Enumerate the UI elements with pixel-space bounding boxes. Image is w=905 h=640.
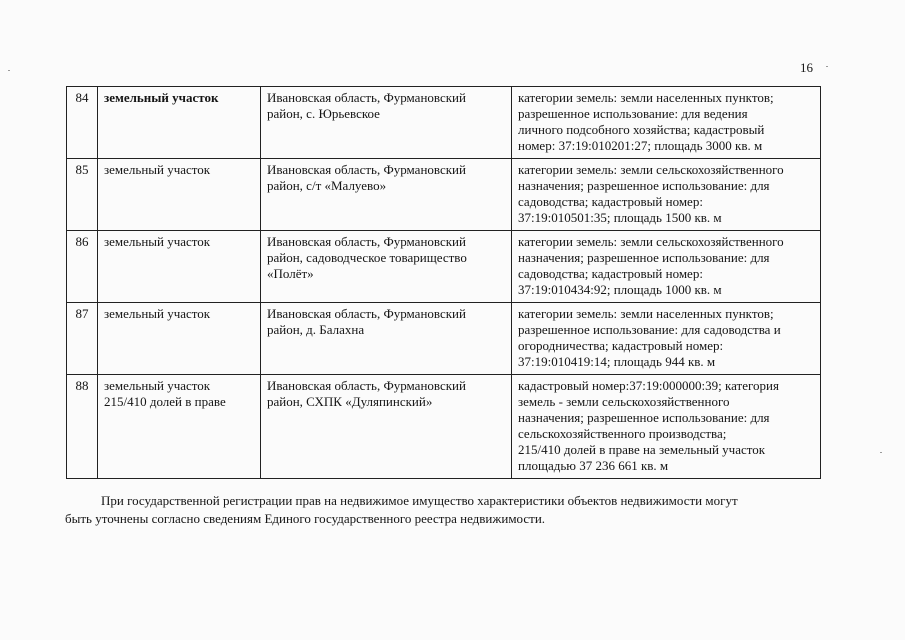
description-cell-line: назначения; разрешенное использование: для [518,250,770,265]
object-type-cell [98,231,261,303]
table-row [67,375,821,479]
description-cell-line: категории земель: земли сельскохозяйственного [518,162,784,177]
description-cell-line: разрешенное использование: для ведения [518,106,748,121]
description-cell-line: садоводства; кадастровый номер: [518,194,703,209]
property-table [66,86,821,479]
footnote-line-1: При государственной регистрации прав на недвижимое имущество характеристики объектов недвижимости могут [101,493,738,508]
address-cell [261,231,512,303]
address-cell-line: Ивановская область, Фурмановский [267,234,466,249]
scan-speck [826,66,828,67]
description-cell [512,87,821,159]
description-cell-line: площадью 37 236 661 кв. м [518,458,669,473]
address-cell-line: район, садоводческое товарищество [267,250,467,265]
row-number: 84 [67,87,98,159]
object-type-cell-line: земельный участок [104,90,219,105]
description-cell-line: сельскохозяйственного производства; [518,426,727,441]
table-row [67,303,821,375]
description-cell-line: категории земель: земли сельскохозяйственного [518,234,784,249]
table-row [67,159,821,231]
description-cell [512,159,821,231]
address-cell-line: Ивановская область, Фурмановский [267,162,466,177]
row-number: 87 [67,303,98,375]
description-cell [512,231,821,303]
description-cell-line: категории земель: земли населенных пунктов; [518,90,774,105]
object-type-cell-line: 215/410 долей в праве [104,394,226,409]
address-cell [261,87,512,159]
object-type-cell [98,87,261,159]
address-cell-line: район, с/т «Малуево» [267,178,387,193]
object-type-cell [98,303,261,375]
scan-speck [8,70,10,71]
address-cell-line: район, д. Балахна [267,322,365,337]
description-cell-line: 37:19:010419:14; площадь 944 кв. м [518,354,716,369]
description-cell-line: 215/410 долей в праве на земельный участок [518,442,766,457]
object-type-cell [98,159,261,231]
address-cell-line: Ивановская область, Фурмановский [267,378,466,393]
address-cell-line: Ивановская область, Фурмановский [267,90,466,105]
description-cell-line: 37:19:010501:35; площадь 1500 кв. м [518,210,722,225]
description-cell [512,303,821,375]
description-cell-line: огородничества; кадастровый номер: [518,338,724,353]
row-number: 86 [67,231,98,303]
address-cell-line: район, с. Юрьевское [267,106,380,121]
object-type-cell-line: земельный участок [104,162,211,177]
address-cell [261,303,512,375]
table-row [67,87,821,159]
page-number: 16 [800,60,813,75]
object-type-cell [98,375,261,479]
address-cell-line: Ивановская область, Фурмановский [267,306,466,321]
row-number: 85 [67,159,98,231]
description-cell-line: кадастровый номер:37:19:000000:39; категория [518,378,779,393]
object-type-cell-line: земельный участок [104,306,211,321]
description-cell-line: разрешенное использование: для садоводства и [518,322,781,337]
address-cell-line: район, СХПК «Дуляпинский» [267,394,433,409]
footnote [65,492,823,528]
description-cell-line: назначения; разрешенное использование: для [518,410,770,425]
description-cell-line: садоводства; кадастровый номер: [518,266,703,281]
description-cell-line: назначения; разрешенное использование: для [518,178,770,193]
description-cell-line: категории земель: земли населенных пунктов; [518,306,774,321]
table-row [67,231,821,303]
object-type-cell-line: земельный участок [104,378,211,393]
scan-speck [880,452,882,453]
description-cell-line: 37:19:010434:92; площадь 1000 кв. м [518,282,722,297]
address-cell [261,159,512,231]
description-cell-line: земель - земли сельскохозяйственного [518,394,730,409]
row-number: 88 [67,375,98,479]
description-cell-line: личного подсобного хозяйства; кадастровый [518,122,765,137]
address-cell [261,375,512,479]
object-type-cell-line: земельный участок [104,234,211,249]
description-cell [512,375,821,479]
address-cell-line: «Полёт» [267,266,314,281]
description-cell-line: номер: 37:19:010201:27; площадь 3000 кв. м [518,138,763,153]
footnote-line-2: быть уточнены согласно сведениям Единого государственного реестра недвижимости. [65,511,546,526]
